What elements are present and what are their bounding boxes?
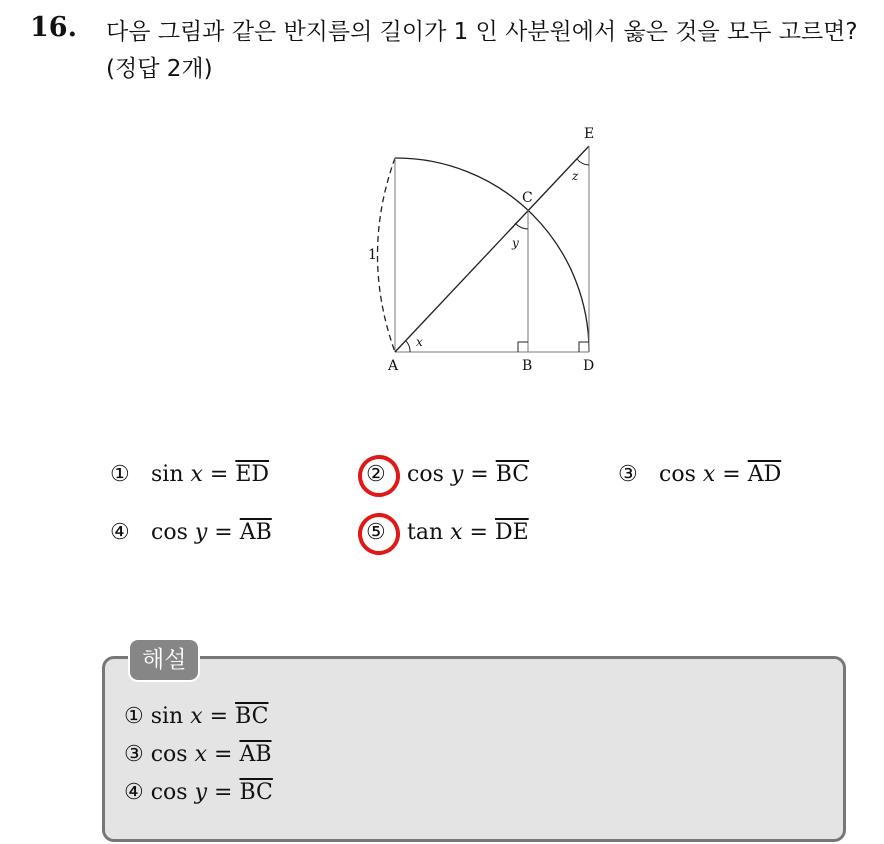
choice-expression: $\cos y = \overline{AB}$ bbox=[151, 520, 272, 545]
var: x bbox=[194, 742, 208, 767]
figure-svg bbox=[350, 120, 610, 380]
label-A: A bbox=[388, 358, 399, 374]
var: x bbox=[450, 520, 463, 545]
var: x bbox=[190, 704, 203, 729]
choice-2[interactable] bbox=[366, 462, 529, 487]
var: y bbox=[194, 520, 208, 545]
quarter-arc bbox=[395, 158, 589, 352]
label-C: C bbox=[522, 190, 533, 206]
quarter-circle-figure bbox=[350, 120, 610, 380]
choice-1[interactable] bbox=[110, 462, 269, 487]
label-angle-x: x bbox=[416, 335, 423, 349]
label-D: D bbox=[583, 358, 595, 374]
var: x bbox=[190, 462, 203, 487]
var: y bbox=[450, 462, 464, 487]
segment: $\overline{BC}$ bbox=[239, 780, 273, 805]
choice-4[interactable] bbox=[110, 520, 272, 545]
selection-circle bbox=[354, 509, 404, 559]
solution-title: 해설 bbox=[128, 638, 200, 682]
var: y bbox=[194, 780, 208, 805]
choice-expression: $\cos x = \overline{AD}$ bbox=[659, 462, 782, 487]
choice-mark: ⑤ bbox=[366, 520, 400, 545]
segment: $\overline{BC}$ bbox=[235, 704, 269, 729]
choice-mark: ③ bbox=[618, 462, 638, 487]
segment: $\overline{AD}$ bbox=[747, 462, 782, 487]
sol-mark: ③ bbox=[124, 742, 144, 767]
sol-mark: ① bbox=[124, 704, 144, 729]
segment: $\overline{ED}$ bbox=[235, 462, 270, 487]
right-angle-B bbox=[518, 342, 528, 352]
label-radius: 1 bbox=[368, 247, 377, 263]
choice-3[interactable] bbox=[618, 462, 781, 487]
right-angle-D bbox=[579, 342, 589, 352]
label-angle-y: y bbox=[512, 236, 519, 250]
var: x bbox=[702, 462, 716, 487]
segment: $\overline{AB}$ bbox=[239, 742, 272, 767]
choice-expression: $\tan x = \overline{DE}$ bbox=[407, 520, 529, 545]
func: tan bbox=[407, 520, 444, 545]
choice-expression: $\cos y = \overline{BC}$ bbox=[407, 462, 530, 487]
selection-circle bbox=[354, 451, 404, 501]
func: cos bbox=[150, 742, 188, 767]
radius-brace bbox=[378, 158, 396, 352]
choice-mark: ② bbox=[366, 462, 400, 487]
question-text: 다음 그림과 같은 반지름의 길이가 1 인 사분원에서 옳은 것을 모두 고르면? (정답 2개) bbox=[106, 19, 858, 82]
segment: $\overline{DE}$ bbox=[494, 520, 529, 545]
func: cos bbox=[659, 462, 696, 487]
func: sin bbox=[151, 462, 184, 487]
label-B: B bbox=[522, 358, 533, 374]
angle-y-arc bbox=[515, 223, 528, 229]
answer-choices bbox=[110, 462, 810, 572]
label-angle-z: z bbox=[572, 169, 579, 183]
choice-mark: ④ bbox=[110, 520, 130, 545]
func: sin bbox=[150, 704, 184, 729]
sol-mark: ④ bbox=[124, 780, 144, 805]
choice-expression: $\sin x = \overline{ED}$ bbox=[151, 462, 270, 487]
segment: $\overline{BC}$ bbox=[495, 462, 530, 487]
solution-line-1: ① $\sin x = \overline{BC}$ bbox=[124, 704, 269, 729]
choice-mark: ① bbox=[110, 462, 130, 487]
solution-line-2: ③ $\cos x = \overline{AB}$ bbox=[124, 742, 272, 767]
angle-x-arc bbox=[406, 341, 410, 352]
angle-z-arc bbox=[577, 159, 589, 165]
choice-5[interactable] bbox=[366, 520, 529, 545]
label-E: E bbox=[584, 126, 595, 142]
func: cos bbox=[151, 520, 188, 545]
question-number: 16. bbox=[30, 12, 77, 43]
func: cos bbox=[150, 780, 188, 805]
segment: $\overline{AB}$ bbox=[239, 520, 272, 545]
func: cos bbox=[407, 462, 444, 487]
solution-lines bbox=[124, 698, 273, 812]
solution-line-3: ④ $\cos y = \overline{BC}$ bbox=[124, 780, 273, 805]
